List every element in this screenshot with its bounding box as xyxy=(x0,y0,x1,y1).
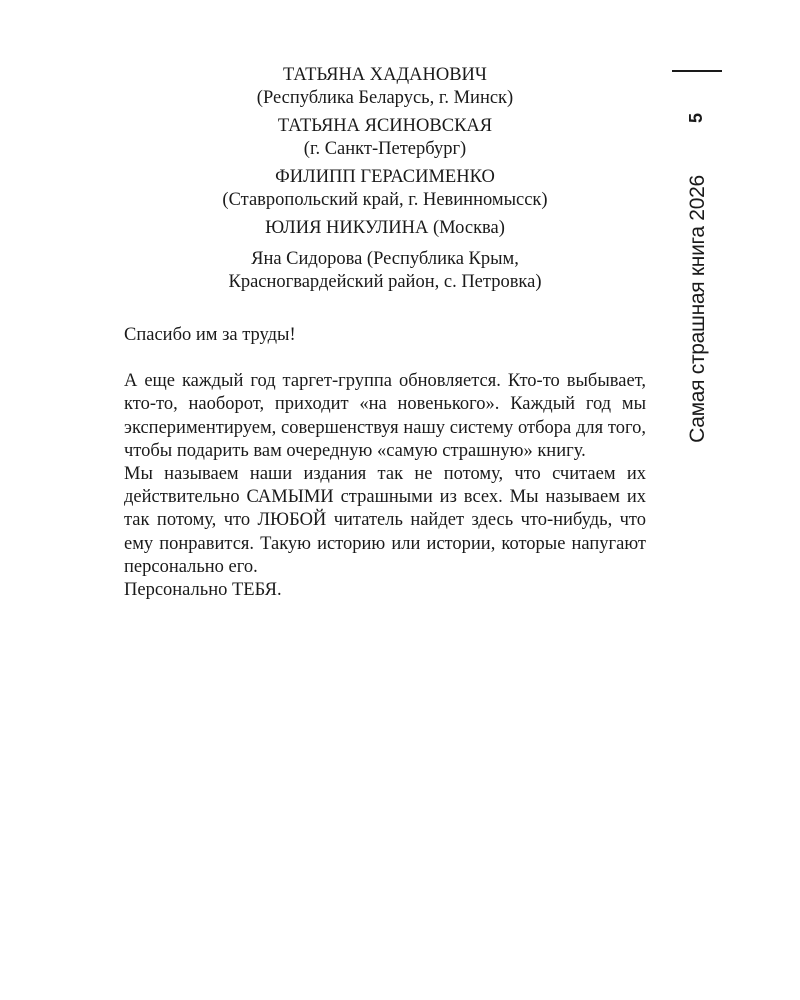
author-entry xyxy=(120,64,650,110)
author-name-line: Красногвардейский район, с. Петровка) xyxy=(228,272,542,292)
author-place: (г. Санкт-Петербург) xyxy=(303,139,467,159)
page-number: 5 xyxy=(686,113,706,124)
authors-list xyxy=(120,64,650,299)
author-entry xyxy=(120,217,650,240)
author-entry xyxy=(120,248,650,294)
paragraph: Персонально ТЕБЯ. xyxy=(124,580,282,601)
author-name: ТАТЬЯНА ХАДАНОВИЧ xyxy=(283,65,487,85)
author-place: (Республика Беларусь, г. Минск) xyxy=(256,88,514,108)
paragraph: А еще каждый год таргет-группа обновляется. Кто-то выбывает, кто-то, наоборот, приходит «на новенького». Каждый год мы экспериментируем, совершенствуя нашу систему отбора для того, чтобы подарить вам очередную «самую страшную» книгу. xyxy=(124,371,646,461)
paragraph: Мы называем наши издания так не потому, что считаем их действительно САМЫМИ страшными из всех. Мы называем их так потому, что ЛЮБОЙ читатель найдет здесь что-нибудь, что ему понравится. Такую историю или истории, которые напугают персонально его. xyxy=(124,464,646,577)
author-name: ТАТЬЯНА ЯСИНОВСКАЯ xyxy=(277,116,493,136)
author-name-line: Яна Сидорова (Республика Крым, xyxy=(251,249,519,269)
thanks-line: Спасибо им за труды! xyxy=(124,325,296,345)
body-text xyxy=(124,324,646,602)
author-place: (Ставропольский край, г. Невинномысск) xyxy=(222,190,548,210)
running-title: Самая страшная книга 2026 xyxy=(686,175,709,443)
author-name: ЮЛИЯ НИКУЛИНА (Москва) xyxy=(265,218,505,238)
author-entry xyxy=(120,115,650,161)
author-name: ФИЛИПП ГЕРАСИМЕНКО xyxy=(275,167,495,187)
author-entry xyxy=(120,166,650,212)
header-rule xyxy=(672,70,722,72)
